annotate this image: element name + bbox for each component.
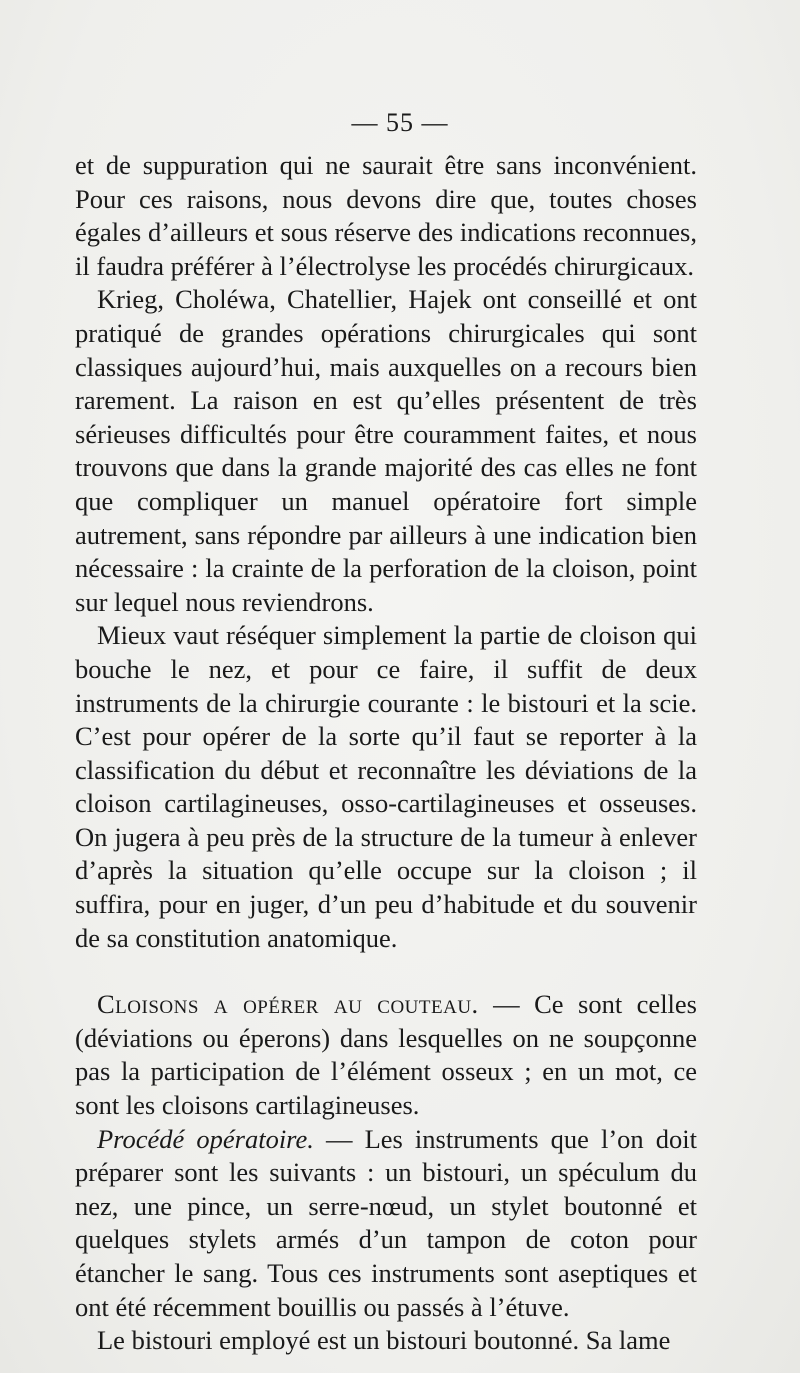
paragraph-5	[75, 1123, 697, 1325]
section-heading: Cloisons a opérer au couteau.	[97, 989, 479, 1020]
paragraph-4-text: — Ce sont celles (déviations ou éperons) dans lesquelles on ne soupçonne pas la participation de l’élément osseux ; en un mot, ce sont les cloisons cartilagineuses.	[75, 989, 697, 1121]
paragraph-3: Mieux vaut réséquer simplement la partie de cloison qui bouche le nez, et pour ce faire, il suffit de deux instruments de la chirurgie courante : le bistouri et la scie. C’est pour opérer de la sorte qu’il faut se reporter à la classification du début et reconnaître les déviations de la cloison cartilagineuses, osso-cartilagineuses et osseuses. On jugera à peu près de la structure de la tumeur à enlever d’après la situation qu’elle occupe sur la cloison ; il suffira, pour en juger, d’un peu d’habitude et du souvenir de sa constitution anatomique.	[75, 620, 697, 953]
paragraph-5-text: — Les instruments que l’on doit préparer sont les suivants : un bistouri, un spéculum du nez, une pince, un serre-nœud, un stylet boutonné et quelques stylets armés d’un tampon de coton pour étancher le sang. Tous ces instruments sont aseptiques et ont été récemment bouillis ou passés à l’étuve.	[75, 1123, 697, 1322]
paragraph-4	[75, 988, 697, 1122]
paragraph-1: et de suppuration qui ne saurait être sans inconvénient. Pour ces raisons, nous devons dire que, toutes choses égales d’ailleurs et sous réserve des indications reconnues, il faudra préférer à l’électrolyse les procédés chirurgicaux.	[75, 150, 697, 281]
subsection-heading: Procédé opératoire.	[97, 1123, 314, 1154]
paragraph-6: Le bistouri employé est un bistouri boutonné. Sa lame	[97, 1325, 671, 1356]
page-number: — 55 —	[351, 108, 449, 137]
body-text	[75, 149, 697, 1358]
paragraph-2: Krieg, Choléwa, Chatellier, Hajek ont conseillé et ont pratiqué de grandes opérations chirurgicales qui sont classiques aujourd’hui, mais auxquelles on a recours bien rarement. La raison en est qu’elles présentent de très sérieuses difficultés pour être couramment faites, et nous trouvons que dans la grande majorité des cas elles ne font que compliquer un manuel opératoire fort simple autrement, sans répondre par ailleurs à une indication bien nécessaire : la crainte de la perforation de la cloison, point sur lequel nous reviendrons.	[75, 284, 697, 617]
